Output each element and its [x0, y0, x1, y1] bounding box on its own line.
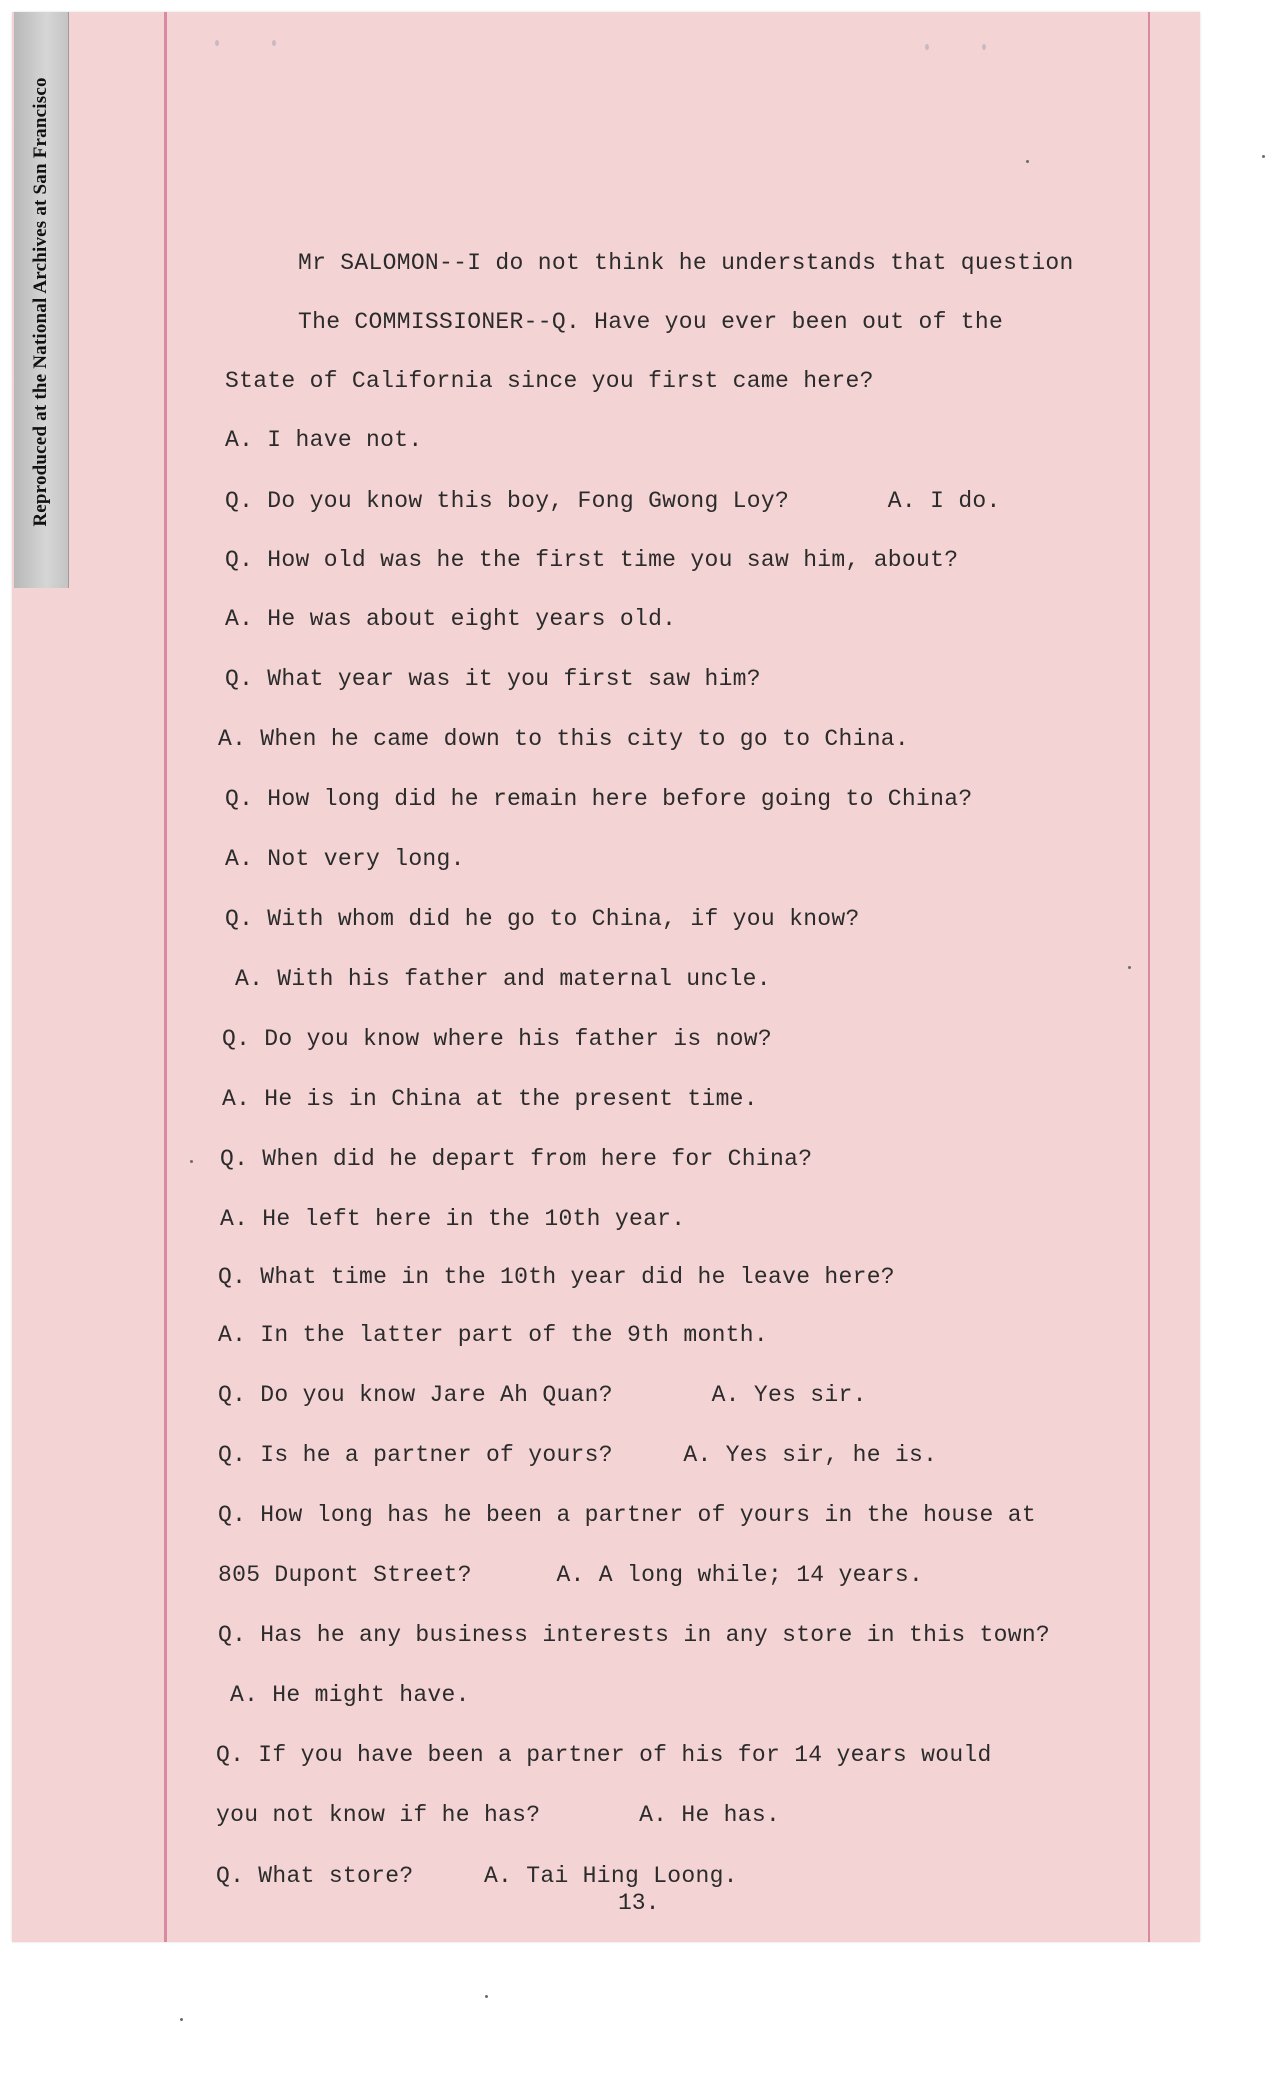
punch-hole: [982, 44, 986, 50]
right-margin-line: [1148, 12, 1150, 1942]
transcript-line: A. He was about eight years old.: [225, 606, 677, 632]
transcript-line: A. In the latter part of the 9th month.: [218, 1322, 768, 1348]
left-margin-line: [164, 12, 167, 1942]
transcript-line: Q. How long did he remain here before going to China?: [225, 786, 973, 812]
paper-speck: [485, 1995, 488, 1998]
transcript-line: Q. How long has he been a partner of yours in the house at: [218, 1502, 1036, 1528]
transcript-line: you not know if he has? A. He has.: [216, 1802, 781, 1828]
transcript-line: Q. Is he a partner of yours? A. Yes sir, he is.: [218, 1442, 938, 1468]
transcript-line: A. With his father and maternal uncle.: [235, 966, 771, 992]
punch-hole: [925, 44, 929, 50]
transcript-line: Q. If you have been a partner of his for 14 years would: [216, 1742, 992, 1768]
transcript-line: The COMMISSIONER--Q. Have you ever been out of the: [298, 309, 1004, 335]
transcript-line: 805 Dupont Street? A. A long while; 14 years.: [218, 1562, 924, 1588]
transcript-line: A. He is in China at the present time.: [222, 1086, 758, 1112]
paper-speck: [1026, 160, 1029, 163]
transcript-line: Mr SALOMON--I do not think he understands that question: [298, 250, 1074, 276]
transcript-line: Q. Has he any business interests in any store in this town?: [218, 1622, 1051, 1648]
archive-stamp: [14, 12, 69, 588]
transcript-line: A. When he came down to this city to go to China.: [218, 726, 910, 752]
transcript-line: Q. Do you know this boy, Fong Gwong Loy? A. I do.: [225, 488, 1001, 514]
transcript-line: A. Not very long.: [225, 846, 465, 872]
paper-speck: [1262, 155, 1265, 158]
transcript-line: Q. With whom did he go to China, if you know?: [225, 906, 860, 932]
paper-speck: [190, 1160, 193, 1163]
page-number: 13.: [618, 1890, 660, 1916]
paper-speck: [1128, 966, 1131, 969]
transcript-line: Q. What year was it you first saw him?: [225, 666, 761, 692]
transcript-line: A. He might have.: [230, 1682, 470, 1708]
transcript-line: Q. Do you know Jare Ah Quan? A. Yes sir.: [218, 1382, 867, 1408]
archive-stamp-text: Reproduced at the National Archives at San Francisco: [30, 77, 51, 527]
punch-hole: [272, 40, 276, 46]
transcript-line: Q. Do you know where his father is now?: [222, 1026, 772, 1052]
punch-hole: [215, 40, 219, 46]
transcript-line: A. He left here in the 10th year.: [220, 1206, 686, 1232]
transcript-line: State of California since you first came here?: [225, 368, 874, 394]
transcript-line: A. I have not.: [225, 427, 423, 453]
paper-speck: [180, 2018, 183, 2021]
transcript-line: Q. What store? A. Tai Hing Loong.: [216, 1863, 738, 1889]
transcript-line: Q. What time in the 10th year did he leave here?: [218, 1264, 895, 1290]
transcript-line: Q. When did he depart from here for China?: [220, 1146, 813, 1172]
transcript-line: Q. How old was he the first time you saw him, about?: [225, 547, 959, 573]
